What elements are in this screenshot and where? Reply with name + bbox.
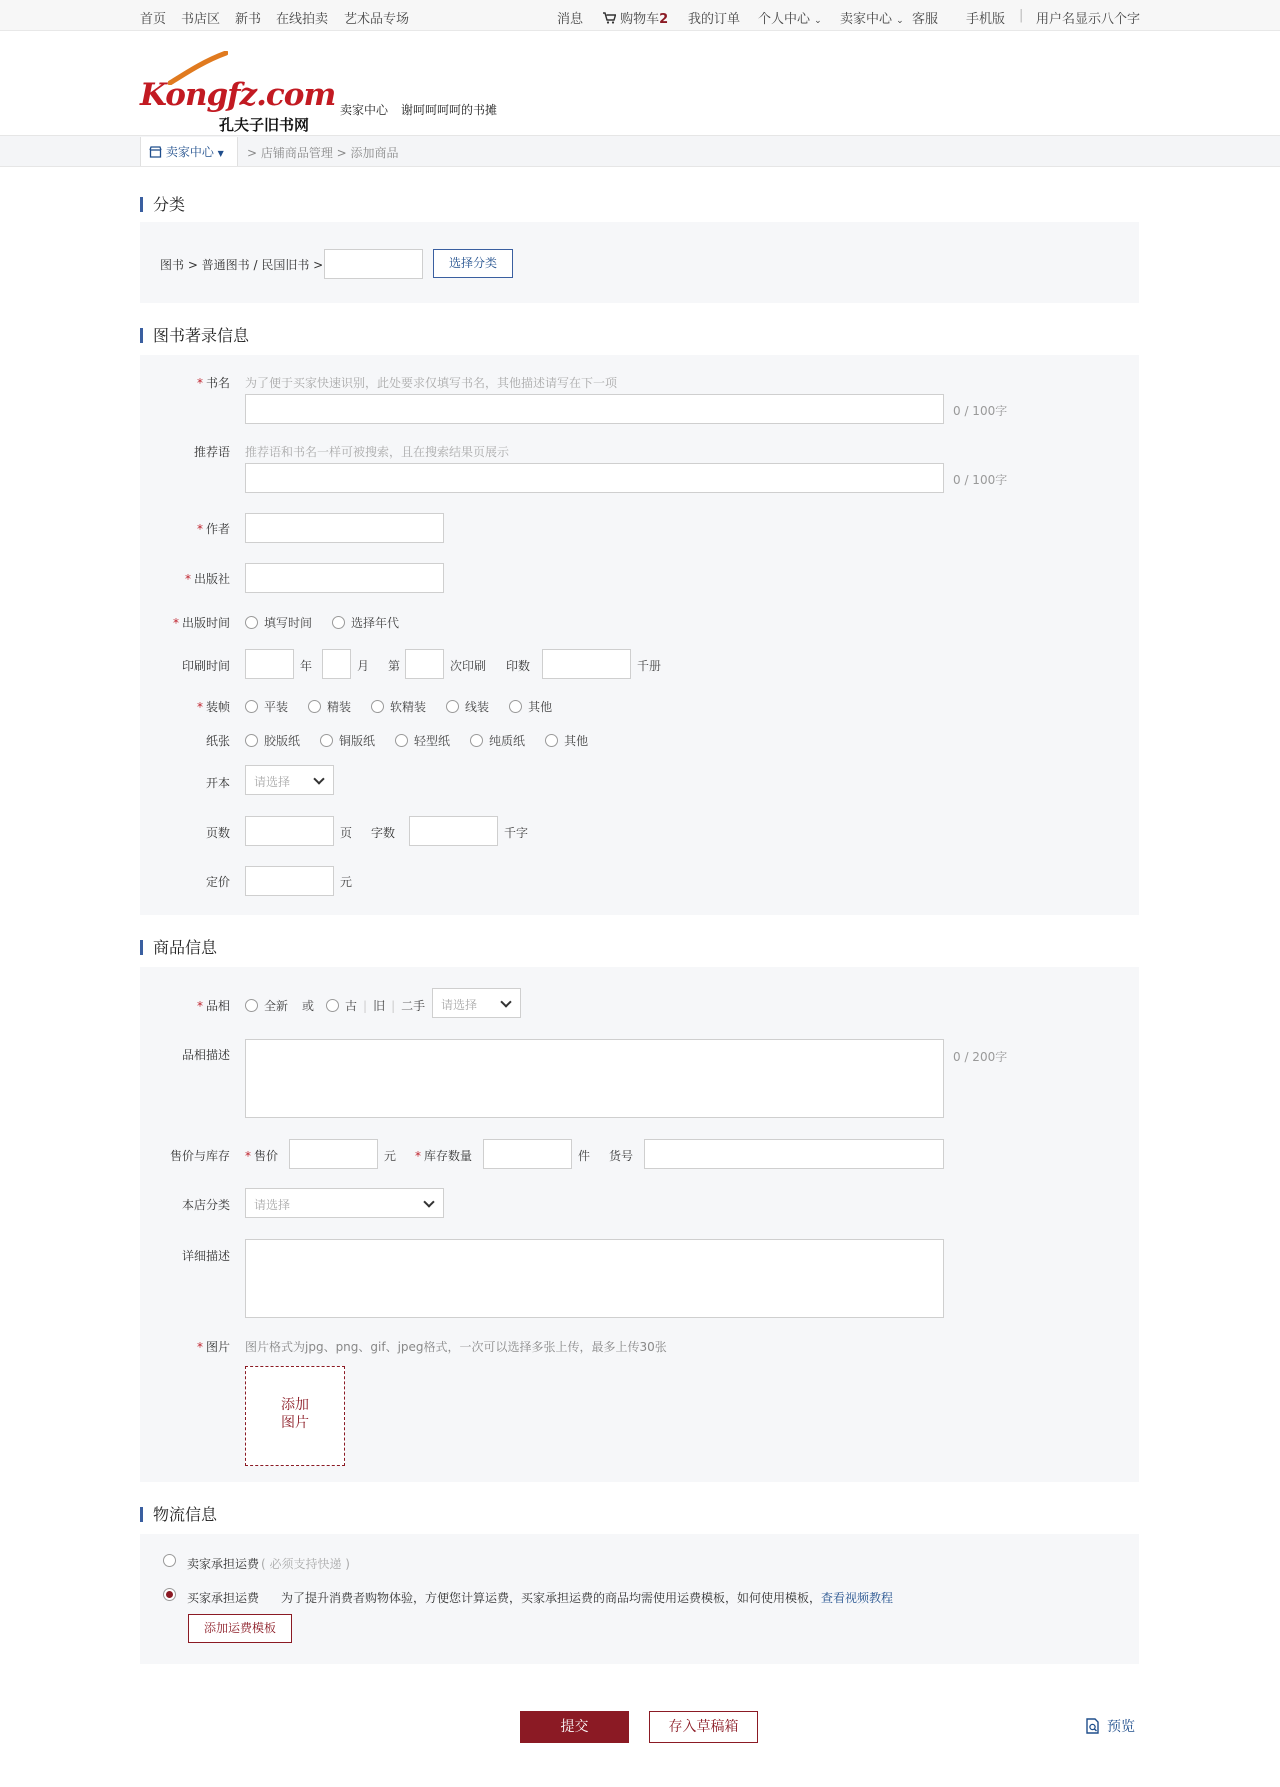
nth-print-suffix: 次印刷 <box>450 659 487 673</box>
year-unit: 年 <box>300 659 313 673</box>
paper-label: 纸张 <box>205 734 230 748</box>
add-image-button[interactable] <box>245 1366 345 1466</box>
pubtime-option-era[interactable]: 选择年代 <box>332 614 399 631</box>
submit-button[interactable]: 提交 <box>520 1711 629 1743</box>
format-label: 开本 <box>205 776 230 790</box>
binding-label: * 装帧 <box>196 700 230 714</box>
list-price-unit: 元 <box>340 875 353 889</box>
chevron-down-icon <box>313 773 324 784</box>
logo-text: Kongfz.com <box>140 77 336 113</box>
nav-home-link[interactable]: 首页 <box>140 12 167 27</box>
seller-pays-radio[interactable] <box>163 1554 176 1567</box>
chevron-down-icon: ⌄ <box>814 16 822 26</box>
pages-label: 页数 <box>205 826 230 840</box>
print-count-input[interactable] <box>542 649 631 679</box>
pubtime-label: * 出版时间 <box>172 616 230 630</box>
nav-newbook-link[interactable]: 新书 <box>235 12 262 27</box>
divider: | <box>391 998 396 1013</box>
chevron-down-icon <box>500 996 511 1007</box>
shop-icon <box>149 146 162 158</box>
print-month-input[interactable] <box>322 649 351 679</box>
nav-bookstore-link[interactable]: 书店区 <box>181 12 221 27</box>
category-section-title: 分类 <box>140 197 185 212</box>
condition-grade-value: 请选择 <box>441 998 478 1012</box>
radio-circle[interactable] <box>395 734 408 747</box>
mobile-version-link[interactable]: 手机版 <box>966 12 1006 27</box>
print-count-label: 印数 <box>506 659 531 673</box>
paper-option[interactable]: 其他 <box>545 732 588 749</box>
add-image-line2: 图片 <box>281 1415 309 1431</box>
print-count-unit: 千册 <box>637 659 662 673</box>
print-time-label: 印刷时间 <box>181 659 230 673</box>
caret-down-icon: ▼ <box>217 149 224 158</box>
my-orders-link[interactable]: 我的订单 <box>688 12 741 27</box>
cart-icon <box>603 12 616 24</box>
nav-auction-link[interactable]: 在线拍卖 <box>276 12 329 27</box>
detail-desc-label: 详细描述 <box>181 1249 230 1263</box>
radio-circle[interactable] <box>308 700 321 713</box>
category-path: 图书 > 普通图书 / 民国旧书 > <box>160 258 324 272</box>
topbar-separator: | <box>1019 8 1024 23</box>
recommend-input[interactable] <box>245 463 944 493</box>
paper-option[interactable]: 纯质纸 <box>470 732 525 749</box>
radio-circle[interactable] <box>245 616 258 629</box>
cart-count-badge: 2 <box>659 12 669 27</box>
author-label: * 作者 <box>196 522 230 536</box>
radio-circle[interactable] <box>320 734 333 747</box>
binding-option[interactable]: 精装 <box>308 698 351 715</box>
word-count-unit: 千字 <box>504 826 529 840</box>
stock-label: * 库存数量 <box>415 1149 473 1163</box>
paper-options <box>245 732 608 749</box>
logistics-section-title: 物流信息 <box>140 1507 217 1522</box>
paper-option[interactable]: 胶版纸 <box>245 732 300 749</box>
nav-art-link[interactable]: 艺术品专场 <box>344 12 410 27</box>
goods-info-section-title: 商品信息 <box>140 940 217 955</box>
recommend-counter: 0 / 100字 <box>953 473 1008 487</box>
condition-second-text: 二手 <box>401 999 426 1013</box>
image-hint: 图片格式为jpg、png、gif、jpeg格式，一次可以选择多张上传，最多上传30张 <box>245 1340 667 1354</box>
binding-option[interactable]: 其他 <box>509 698 552 715</box>
preview-icon <box>1085 1718 1101 1734</box>
chevron-down-icon <box>423 1196 434 1207</box>
top-nav-bar <box>0 0 1280 31</box>
condition-grade-select[interactable] <box>432 988 521 1018</box>
condition-options <box>245 997 425 1014</box>
radio-circle[interactable] <box>446 700 459 713</box>
sale-price-unit: 元 <box>384 1149 397 1163</box>
shop-category-value: 请选择 <box>254 1198 291 1212</box>
sale-price-label: * 售价 <box>245 1149 279 1163</box>
print-year-input[interactable] <box>245 649 294 679</box>
add-image-line1: 添加 <box>281 1397 309 1413</box>
condition-option-new[interactable]: 全新 <box>245 997 288 1014</box>
publisher-label: * 出版社 <box>184 572 230 586</box>
logo-chinese-name: 孔夫子旧书网 <box>219 116 310 134</box>
seller-center-dropdown[interactable] <box>140 137 238 166</box>
condition-or-text: 或 <box>302 999 315 1013</box>
breadcrumb-path: > 店铺商品管理 > 添加商品 <box>247 146 399 160</box>
image-label: * 图片 <box>196 1340 230 1354</box>
binding-option[interactable]: 平装 <box>245 698 288 715</box>
preview-link[interactable] <box>1085 1716 1135 1736</box>
cart-label: 购物车 <box>620 12 660 27</box>
shop-category-select[interactable] <box>245 1188 444 1218</box>
recommend-hint: 推荐语和书名一样可被搜索，且在搜索结果页展示 <box>245 445 510 459</box>
radio-circle[interactable] <box>371 700 384 713</box>
cart-link[interactable] <box>603 8 668 27</box>
save-draft-button[interactable]: 存入草稿箱 <box>649 1711 758 1743</box>
condition-label: * 品相 <box>196 999 230 1013</box>
seller-center-menu[interactable] <box>840 8 904 27</box>
chevron-down-icon: ⌄ <box>896 16 904 26</box>
pubtime-option-date[interactable]: 填写时间 <box>245 614 312 631</box>
publisher-input[interactable] <box>245 563 444 593</box>
stock-input[interactable] <box>483 1139 572 1169</box>
seller-center-dropdown-label: 卖家中心 <box>165 145 214 159</box>
radio-circle[interactable] <box>332 616 345 629</box>
radio-circle[interactable] <box>245 700 258 713</box>
header-shop-name[interactable]: 谢呵呵呵呵的书摊 <box>401 103 498 117</box>
condition-option-old[interactable]: 古 <box>326 997 357 1014</box>
paper-option[interactable]: 铜版纸 <box>320 732 375 749</box>
radio-circle[interactable] <box>326 999 339 1012</box>
pages-unit: 页 <box>340 826 353 840</box>
sku-label: 货号 <box>609 1149 634 1163</box>
condition-desc-textarea[interactable] <box>245 1039 944 1118</box>
radio-circle[interactable] <box>545 734 558 747</box>
customer-service-link[interactable]: 客服 <box>912 12 939 27</box>
seller-pays-label[interactable]: 卖家承担运费 <box>187 1557 260 1571</box>
select-category-button[interactable]: 选择分类 <box>433 249 513 278</box>
book-name-label: * 书名 <box>196 376 230 390</box>
word-count-input[interactable] <box>409 816 498 846</box>
seller-pays-note: ( 必须支持快递 ) <box>261 1557 350 1571</box>
sale-price-input[interactable] <box>289 1139 378 1169</box>
site-header <box>0 31 1280 136</box>
binding-option[interactable]: 软精装 <box>371 698 426 715</box>
pages-input[interactable] <box>245 816 334 846</box>
kongfz-logo[interactable] <box>140 51 336 141</box>
binding-options <box>245 698 572 715</box>
divider: | <box>363 998 368 1013</box>
condition-desc-counter: 0 / 200字 <box>953 1050 1008 1064</box>
seller-center-label: 卖家中心 <box>840 12 893 27</box>
video-tutorial-link[interactable]: 查看视频教程 <box>821 1591 894 1605</box>
header-seller-center[interactable]: 卖家中心 <box>340 103 389 117</box>
add-shipping-template-button[interactable]: 添加运费模板 <box>188 1614 292 1643</box>
preview-label: 预览 <box>1107 1719 1135 1735</box>
list-price-label: 定价 <box>205 875 230 889</box>
buyer-pays-radio[interactable] <box>163 1588 176 1601</box>
pubtime-options <box>245 614 419 631</box>
format-select-value: 请选择 <box>254 775 291 789</box>
book-name-counter: 0 / 100字 <box>953 404 1008 418</box>
word-count-label: 字数 <box>371 826 396 840</box>
book-info-section-title: 图书著录信息 <box>140 328 249 343</box>
recommend-label: 推荐语 <box>193 445 230 459</box>
list-price-input[interactable] <box>245 866 334 896</box>
radio-circle[interactable] <box>245 999 258 1012</box>
stock-unit: 件 <box>578 1149 591 1163</box>
price-stock-label: 售价与库存 <box>169 1149 230 1163</box>
radio-circle[interactable] <box>470 734 483 747</box>
condition-old2-text: 旧 <box>373 999 386 1013</box>
shop-category-label: 本店分类 <box>181 1198 230 1212</box>
book-name-hint: 为了便于买家快速识别，此处要求仅填写书名，其他描述请写在下一项 <box>245 376 618 390</box>
personal-center-menu[interactable] <box>758 8 822 27</box>
buyer-pays-label[interactable]: 买家承担运费 <box>187 1591 260 1605</box>
format-select[interactable] <box>245 765 334 795</box>
paper-option[interactable]: 轻型纸 <box>395 732 450 749</box>
category-input[interactable] <box>324 249 423 279</box>
buyer-pays-note: 为了提升消费者购物体验，方便您计算运费，买家承担运费的商品均需使用运费模板，如何使用模板，查看视频教程 <box>281 1591 894 1605</box>
radio-circle[interactable] <box>509 700 522 713</box>
book-name-input[interactable] <box>245 394 944 424</box>
condition-desc-label: 品相描述 <box>181 1048 230 1062</box>
binding-option[interactable]: 线装 <box>446 698 489 715</box>
month-unit: 月 <box>357 659 370 673</box>
sku-input[interactable] <box>644 1139 944 1169</box>
nth-print-prefix: 第 <box>388 659 401 673</box>
print-nth-input[interactable] <box>405 649 444 679</box>
messages-link[interactable]: 消息 <box>557 12 584 27</box>
radio-circle[interactable] <box>245 734 258 747</box>
username-link[interactable]: 用户名显示八个字 <box>1036 12 1141 27</box>
author-input[interactable] <box>245 513 444 543</box>
personal-center-label: 个人中心 <box>758 12 811 27</box>
detail-desc-textarea[interactable] <box>245 1239 944 1318</box>
